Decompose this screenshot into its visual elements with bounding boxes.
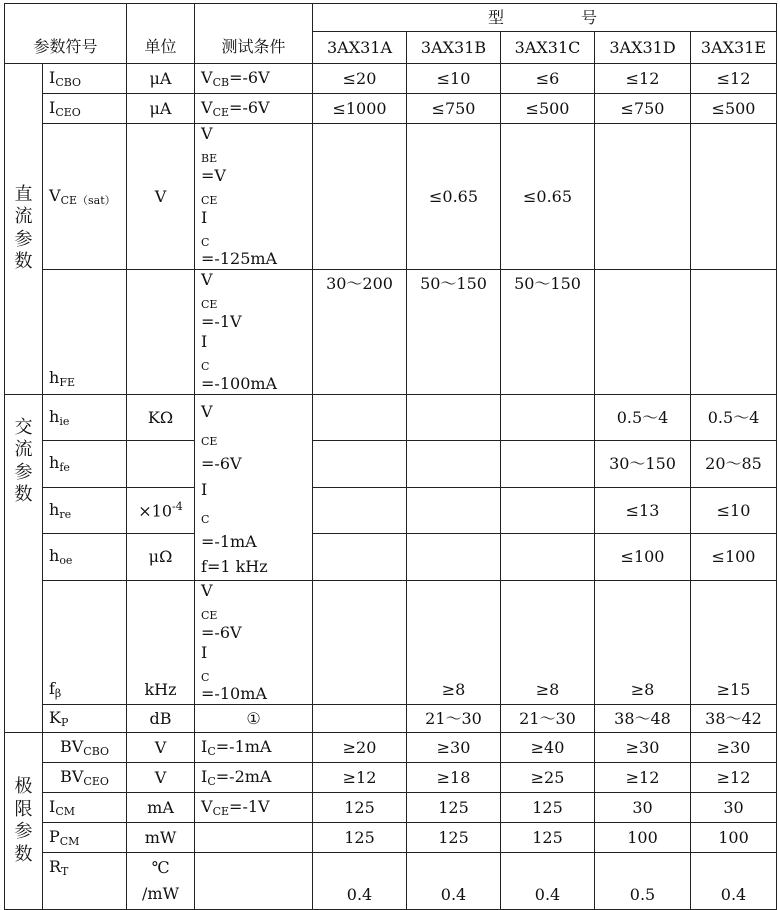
value-cell: ≤750: [595, 94, 691, 124]
value-cell: ≤10: [407, 64, 501, 94]
group-char: 数: [14, 484, 33, 506]
value-cell: 125: [313, 823, 407, 853]
param-rt: $R_T$: [43, 853, 127, 910]
param-icbo: $I_{CBO}$: [43, 64, 127, 94]
cond-fb: V $_{CE}$ =-6V I $_C$ =-10mA: [195, 580, 313, 705]
group-label-lim: [5, 733, 43, 910]
model-name: 3AX31E: [691, 32, 777, 64]
group-label-dc: [5, 64, 43, 395]
value-cell: [691, 270, 777, 395]
value-cell: ≤0.65: [501, 124, 595, 270]
value-cell: 38～42: [691, 705, 777, 733]
param-hfe: $h_{FE}$: [43, 270, 127, 395]
unit-vcesat: V: [127, 124, 195, 270]
value-cell: 0.4: [313, 853, 407, 910]
cond-h-params: V $_{CE}$ =-6V I $_C$ =-1mA f=1 kHz: [195, 394, 313, 580]
value-cell: [313, 487, 407, 534]
unit-hfe: [127, 270, 195, 395]
value-cell: [501, 534, 595, 581]
value-cell: 50～150: [501, 270, 595, 395]
header-cond: 测试条件: [195, 4, 313, 64]
value-cell: 125: [407, 823, 501, 853]
value-cell: 21～30: [501, 705, 595, 733]
unit-icbo: μA: [127, 64, 195, 94]
cond-hfe: V $_{CE}$ =-1V I $_C$ =-100mA: [195, 270, 313, 395]
param-iceo: $I_{CEO}$: [43, 94, 127, 124]
value-cell: ≤6: [501, 64, 595, 94]
value-cell: ≥25: [501, 763, 595, 793]
cond-bvceo: $I_C=-2mA$: [195, 763, 313, 793]
value-cell: ≤13: [595, 487, 691, 534]
cond-icbo: $V_{CB}=-6V$: [195, 64, 313, 94]
value-cell: ≤750: [407, 94, 501, 124]
unit-hfe-ac: [127, 441, 195, 488]
value-cell: ≤100: [691, 534, 777, 581]
param-vcesat: $V_{CE(sat)}$: [43, 124, 127, 270]
value-cell: ≤12: [691, 64, 777, 94]
value-cell: 100: [595, 823, 691, 853]
cond-pcm: [195, 823, 313, 853]
unit-pcm: mW: [127, 823, 195, 853]
model-name: 3AX31D: [595, 32, 691, 64]
value-cell: 0.5: [595, 853, 691, 910]
unit-bvcbo: V: [127, 733, 195, 763]
value-cell: 21～30: [407, 705, 501, 733]
value-cell: ≥12: [313, 763, 407, 793]
value-cell: ≥8: [595, 580, 691, 705]
value-cell: 0.5～4: [595, 394, 691, 441]
group-char: 流: [14, 206, 33, 228]
value-cell: ≤10: [691, 487, 777, 534]
unit-bvceo: V: [127, 763, 195, 793]
unit-hoe: μΩ: [127, 534, 195, 581]
value-cell: [691, 124, 777, 270]
unit-fb: kHz: [127, 580, 195, 705]
param-kp: $K_P$: [43, 705, 127, 733]
value-cell: 125: [501, 793, 595, 823]
value-cell: [407, 534, 501, 581]
value-cell: 0.4: [407, 853, 501, 910]
param-icm: $I_{CM}$: [43, 793, 127, 823]
value-cell: [313, 394, 407, 441]
param-hoe: $h_{oe}$: [43, 534, 127, 581]
param-hre: $h_{re}$: [43, 487, 127, 534]
group-char: 数: [14, 251, 33, 273]
value-cell: 30: [691, 793, 777, 823]
value-cell: 38～48: [595, 705, 691, 733]
value-cell: 125: [313, 793, 407, 823]
param-hfe-ac: $h_{fe}$: [43, 441, 127, 488]
value-cell: ≥12: [595, 763, 691, 793]
value-cell: ≥40: [501, 733, 595, 763]
value-cell: ≥30: [595, 733, 691, 763]
value-cell: ≥15: [691, 580, 777, 705]
group-char: 直: [14, 183, 33, 205]
value-cell: ≥12: [691, 763, 777, 793]
value-cell: [313, 534, 407, 581]
value-cell: ≥8: [501, 580, 595, 705]
value-cell: ≤500: [501, 94, 595, 124]
unit-hre: $\times 10^{-4}$: [127, 487, 195, 534]
value-cell: ≤0.65: [407, 124, 501, 270]
group-char: 参: [14, 228, 33, 250]
value-cell: 0.5～4: [691, 394, 777, 441]
value-cell: [595, 270, 691, 395]
value-cell: ≤1000: [313, 94, 407, 124]
value-cell: 30: [595, 793, 691, 823]
value-cell: ≥20: [313, 733, 407, 763]
param-pcm: $P_{CM}$: [43, 823, 127, 853]
value-cell: 125: [407, 793, 501, 823]
value-cell: [501, 441, 595, 488]
value-cell: 30～150: [595, 441, 691, 488]
value-cell: ≥18: [407, 763, 501, 793]
transistor-spec-table: [4, 3, 777, 910]
model-name: 3AX31A: [313, 32, 407, 64]
value-cell: 50～150: [407, 270, 501, 395]
value-cell: 125: [501, 823, 595, 853]
group-char: 流: [14, 439, 33, 461]
unit-kp: dB: [127, 705, 195, 733]
value-cell: ≤100: [595, 534, 691, 581]
cond-bvcbo: $I_C=-1mA$: [195, 733, 313, 763]
value-cell: 0.4: [501, 853, 595, 910]
value-cell: 30～200: [313, 270, 407, 395]
value-cell: 20～85: [691, 441, 777, 488]
cond-icm: $V_{CE}=-1V$: [195, 793, 313, 823]
unit-rt: ℃ /mW: [127, 853, 195, 910]
value-cell: ≥8: [407, 580, 501, 705]
value-cell: [407, 441, 501, 488]
header-model: 型 号: [313, 4, 777, 32]
cond-rt: [195, 853, 313, 910]
value-cell: [313, 441, 407, 488]
group-char: 交: [14, 416, 33, 438]
value-cell: [313, 124, 407, 270]
param-hie: $h_{ie}$: [43, 394, 127, 441]
value-cell: 0.4: [691, 853, 777, 910]
unit-icm: mA: [127, 793, 195, 823]
cond-iceo: $V_{CE}=-6V$: [195, 94, 313, 124]
value-cell: [501, 394, 595, 441]
value-cell: [501, 487, 595, 534]
group-char: 数: [14, 843, 33, 865]
value-cell: [595, 124, 691, 270]
model-name: 3AX31C: [501, 32, 595, 64]
group-char: 参: [14, 821, 33, 843]
header-param: 参数符号: [5, 4, 127, 64]
header-unit: 单位: [127, 4, 195, 64]
value-cell: ≤12: [595, 64, 691, 94]
cond-vcesat: V $_{BE}$ =V $_{CE}$ I $_C$ =-125mA: [195, 124, 313, 270]
value-cell: [407, 394, 501, 441]
model-name: 3AX31B: [407, 32, 501, 64]
value-cell: [313, 705, 407, 733]
group-char: 限: [14, 798, 33, 820]
param-bvcbo: $BV_{CBO}$: [43, 733, 127, 763]
param-fb: $f_\beta$: [43, 580, 127, 705]
value-cell: ≥30: [407, 733, 501, 763]
value-cell: ≤20: [313, 64, 407, 94]
value-cell: 100: [691, 823, 777, 853]
cond-kp: ①: [195, 705, 313, 733]
value-cell: ≥30: [691, 733, 777, 763]
value-cell: ≤500: [691, 94, 777, 124]
unit-hie: KΩ: [127, 394, 195, 441]
unit-iceo: μA: [127, 94, 195, 124]
value-cell: [407, 487, 501, 534]
group-char: 参: [14, 461, 33, 483]
group-char: 极: [14, 776, 33, 798]
group-label-ac: [5, 394, 43, 733]
value-cell: [313, 580, 407, 705]
param-bvceo: $BV_{CEO}$: [43, 763, 127, 793]
